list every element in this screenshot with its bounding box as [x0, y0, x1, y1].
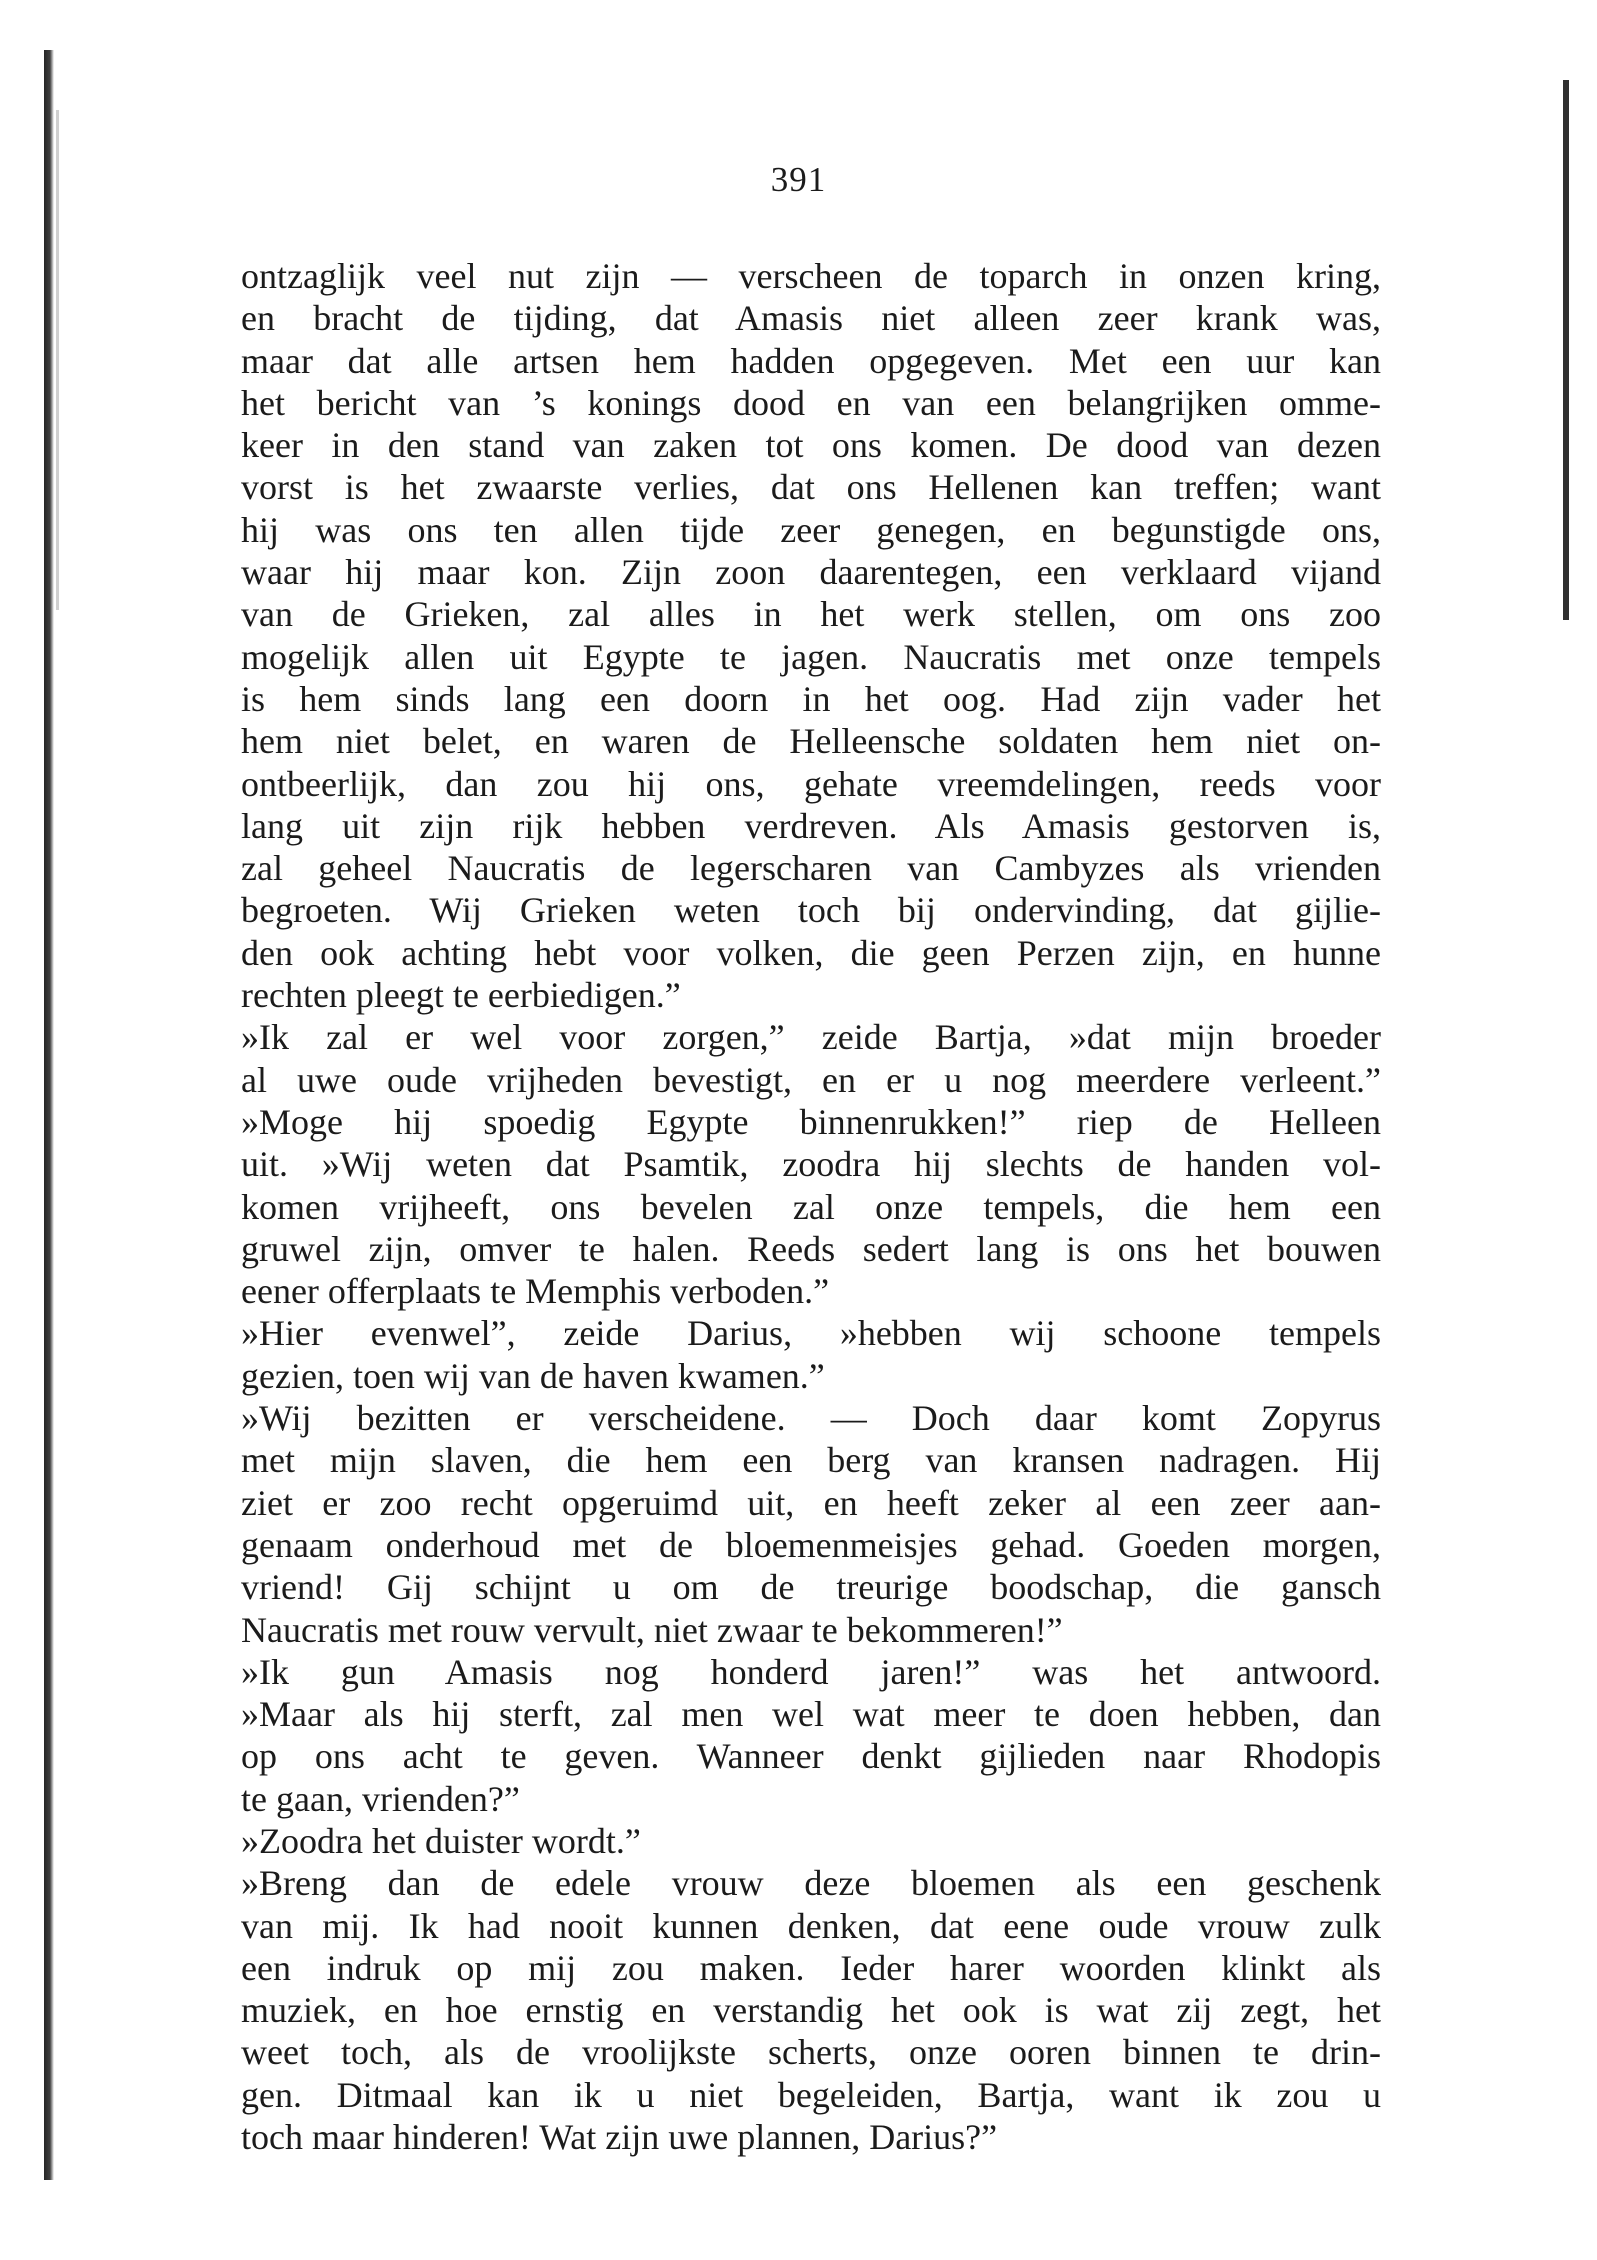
text-line: eener offerplaats te Memphis verboden.” [241, 1271, 830, 1312]
text-line: »Ik zal er wel voor zorgen,” zeide Bartja, »dat mijn broeder [241, 1017, 1381, 1058]
text-line: muziek, en hoe ernstig en verstandig het ook is wat zij zegt, het [241, 1990, 1381, 2031]
text-line: hem niet belet, en waren de Helleensche soldaten hem niet on- [241, 721, 1381, 762]
text-line: op ons acht te geven. Wanneer denkt gijlieden naar Rhodopis [241, 1736, 1381, 1777]
text-line: van de Grieken, zal alles in het werk stellen, om ons zoo [241, 594, 1381, 635]
text-line: is hem sinds lang een doorn in het oog. Had zijn vader het [241, 678, 1381, 719]
text-line: van mij. Ik had nooit kunnen denken, dat eene oude vrouw zulk [241, 1905, 1381, 1946]
text-line: »Ik gun Amasis nog honderd jaren!” was het antwoord. [241, 1651, 1381, 1692]
text-line: komen vrijheeft, ons bevelen zal onze tempels, die hem een [241, 1186, 1381, 1227]
text-line: al uwe oude vrijheden bevestigt, en er u nog meerdere verleent.” [241, 1059, 1381, 1100]
text-line: en bracht de tijding, dat Amasis niet alleen zeer krank was, [241, 298, 1381, 339]
text-line: gezien, toen wij van de haven kwamen.” [241, 1355, 825, 1396]
text-line: »Breng dan de edele vrouw deze bloemen als een geschenk [241, 1863, 1381, 1904]
text-line: »Hier evenwel”, zeide Darius, »hebben wij schoone tempels [241, 1313, 1381, 1354]
text-line: het bericht van ’s konings dood en van een belangrijken omme- [241, 382, 1381, 423]
text-line: ontzaglijk veel nut zijn — verscheen de toparch in onzen kring, [241, 256, 1381, 296]
text-line: »Maar als hij sterft, zal men wel wat meer te doen hebben, dan [241, 1694, 1381, 1735]
text-line: waar hij maar kon. Zijn zoon daarentegen, een verklaard vijand [241, 552, 1381, 593]
text-line: begroeten. Wij Grieken weten toch bij ondervinding, dat gijlie- [241, 890, 1381, 931]
scan-edge-left [44, 50, 54, 2180]
text-line: Naucratis met rouw vervult, niet zwaar te bekommeren!” [241, 1609, 1063, 1650]
text-line: »Zoodra het duister wordt.” [241, 1820, 641, 1861]
text-line: vriend! Gij schijnt u om de treurige boodschap, die gansch [241, 1567, 1381, 1608]
text-line: gruwel zijn, omver te halen. Reeds sedert lang is ons het bouwen [241, 1228, 1381, 1269]
text-line: »Wij bezitten er verscheidene. — Doch daar komt Zopyrus [241, 1398, 1381, 1439]
text-line: weet toch, als de vroolijkste scherts, onze ooren binnen te drin- [241, 2032, 1381, 2073]
text-line: ontbeerlijk, dan zou hij ons, gehate vreemdelingen, reeds voor [241, 763, 1381, 804]
text-line: zal geheel Naucratis de legerscharen van Cambyzes als vrienden [241, 848, 1381, 889]
text-line: genaam onderhoud met de bloemenmeisjes gehad. Goeden morgen, [241, 1524, 1381, 1565]
text-line: te gaan, vrienden?” [241, 1778, 520, 1819]
text-line: rechten pleegt te eerbiedigen.” [241, 975, 681, 1016]
text-line: vorst is het zwaarste verlies, dat ons Hellenen kan treffen; want [241, 467, 1381, 508]
text-line: mogelijk allen uit Egypte te jagen. Naucratis met onze tempels [241, 636, 1381, 677]
text-line: uit. »Wij weten dat Psamtik, zoodra hij slechts de handen vol- [241, 1144, 1381, 1185]
text-line: hij was ons ten allen tijde zeer genegen, en begunstigde ons, [241, 509, 1381, 550]
text-line: den ook achting hebt voor volken, die geen Perzen zijn, en hunne [241, 932, 1381, 973]
text-line: lang uit zijn rijk hebben verdreven. Als Amasis gestorven is, [241, 805, 1381, 846]
text-line: toch maar hinderen! Wat zijn uwe plannen, Darius?” [241, 2117, 998, 2158]
text-line: »Moge hij spoedig Egypte binnenrukken!” riep de Helleen [241, 1101, 1381, 1142]
text-line: een indruk op mij zou maken. Ieder harer woorden klinkt als [241, 1947, 1381, 1988]
page-number: 391 [770, 160, 827, 199]
text-line: keer in den stand van zaken tot ons komen. De dood van dezen [241, 425, 1381, 466]
text-line: gen. Ditmaal kan ik u niet begeleiden, Bartja, want ik zou u [241, 2074, 1381, 2115]
text-line: met mijn slaven, die hem een berg van kransen nadragen. Hij [241, 1440, 1381, 1481]
body-text [241, 255, 1381, 2158]
text-line: maar dat alle artsen hem hadden opgegeven. Met een uur kan [241, 340, 1381, 381]
text-line: ziet er zoo recht opgeruimd uit, en heeft zeker al een zeer aan- [241, 1482, 1381, 1523]
